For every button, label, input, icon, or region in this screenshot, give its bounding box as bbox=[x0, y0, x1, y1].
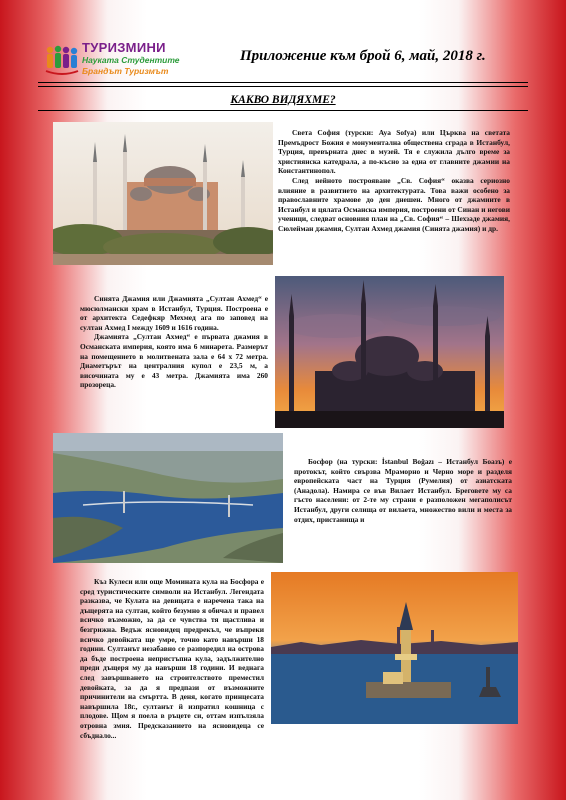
paragraph: Босфор (на турски: İstanbul Boğazı – Истанбул Боазъ) е протокът, който свързва Мраморно и Черно море и разделя европейската част на Турция (Румелия) от азиатската (Анадола). Намира се във Вилает Истанбул. Бреговете му са гъсто населени: от 2-те му страни е разположен мегаполисът Истанбул, други селища от вилаета, множество вили и места за отдих, пристанища и bbox=[294, 457, 512, 524]
divider bbox=[38, 110, 528, 111]
maiden-tower-text bbox=[80, 577, 264, 740]
paragraph: Света София (турски: Aya Sofya) или Църква на светата Премъдрост Божия е монументална обществена сграда в Истанбул, Турция, превърната днес в музей. Тя е служила дълго време за християнска катедрала, а по-късно за една от главните джамии на Константинопол. bbox=[278, 128, 510, 176]
issue-heading: Приложение към брой 6, май, 2018 г. bbox=[240, 48, 486, 64]
divider bbox=[38, 86, 528, 87]
paragraph: След нейното построяване „Св. София“ оказва сериозно влияние в развитието на архитектурата. Това важи особено за православните храмове до ден днешен. Много от джамиите в Истанбул и цялата Османска империя, построени от Синан и негови ученици, следват основния план на „Св. София“ – Шехзаде джамия, Сюлейман джамия, Султан Ахмед джамия (Синята джамия) и др. bbox=[278, 175, 510, 233]
logo-subtitle-1: Науката Студентите bbox=[82, 55, 180, 65]
section-title: КАКВО ВИДЯХМЕ? bbox=[230, 94, 336, 106]
paragraph: Синята Джамия или Джамията „Султан Ахмед“ е мюсюлмански храм в Истанбул, Турция. Построена е от архитекта Седефкяр Мехмед ага по заповед на султан Ахмед I между 1609 и 1616 година. bbox=[80, 294, 268, 332]
hagia-sophia-text bbox=[278, 128, 510, 234]
blue-mosque-photo bbox=[275, 276, 504, 428]
bosphorus-text bbox=[294, 457, 512, 524]
logo-subtitle-2: Брандът Туризмът bbox=[82, 66, 169, 76]
divider bbox=[38, 82, 528, 83]
blue-mosque-text bbox=[80, 294, 268, 390]
paragraph: Джамията „Султан Ахмед“ е първата джамия в Османската империя, която има 6 минарета. Размерът на помещението в молитвената зала е 64 х 72 метра. Диаметърът на централния купол е 23,5 м, а височината му е 43 метра. Джамията има 260 прозореца. bbox=[80, 332, 268, 390]
paragraph: Къз Кулеси или още Момината кула на Босфора е сред туристическите символи на Истанбул. Легендата разказва, че Кулата на девицата е наречена така на дъщерята на султан, който безумно я обичал и правел всичко възможно, за да се чувства тя щастлива и безгрижна. Ведъж ясновидец предрекъл, че въпреки всичко девойката ще умре, точно като навърши 18 години. Султанът незабавно се разпоредил на острова да бъде построена непристъпна кула, задължително преди дъщеря му да навърши 18 години. И веднага след завършването на строителството преместил девойката, за да я предпази от възможните причинители на смъртта. В деня, когато принцесата навършила 18г., султанът й изпратил кошница с плодове. Щом я поела в ръцете си, оттам изпълзяла отровна змия. Предсказанието на ясновидеца се сбъднало... bbox=[80, 577, 264, 740]
hagia-sophia-photo bbox=[53, 122, 273, 265]
maiden-tower-photo bbox=[271, 572, 518, 724]
bosphorus-photo bbox=[53, 433, 283, 563]
logo-title: ТУРИЗМИНИ bbox=[82, 40, 166, 55]
people-logo-icon bbox=[44, 44, 80, 76]
magazine-logo bbox=[44, 40, 184, 80]
